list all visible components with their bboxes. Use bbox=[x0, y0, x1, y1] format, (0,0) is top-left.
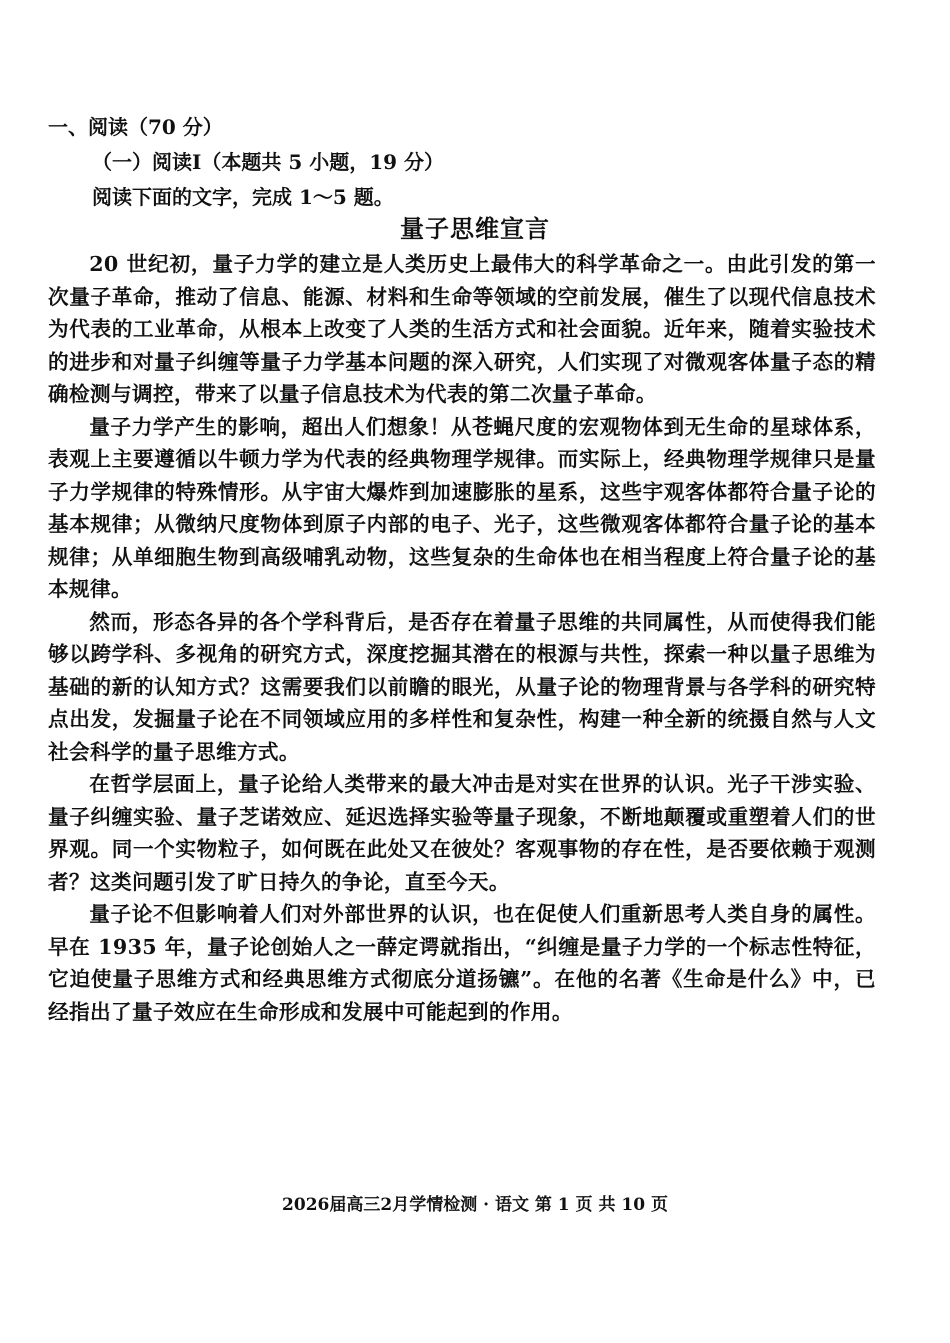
section-title: 一、阅读（70 分） bbox=[48, 115, 223, 139]
article-paragraph-3: 然而，形态各异的各个学科背后，是否存在着量子思维的共同属性，从而使得我们能够以跨学科、多视角的研究方式，深度挖掘其潜在的根源与共性，探索一种以量子思维为基础的新的认知方式？这需要我们以前瞻的眼光，从量子论的物理背景与各学科的研究特点出发，发掘量子论在不同领域应用的多样性和复杂性，构建一种全新的统摄自然与人文社会科学的量子思维方式。 bbox=[48, 609, 876, 764]
article-paragraph-4: 在哲学层面上，量子论给人类带来的最大冲击是对实在世界的认识。光子干涉实验、量子纠缠实验、量子芝诺效应、延迟选择实验等量子现象，不断地颠覆或重塑着人们的世界观。同一个实物粒子，如何既在此处又在彼处？客观事物的存在性，是否要依赖于观测者？这类问题引发了旷日持久的争论，直至今天。 bbox=[48, 772, 876, 894]
article-paragraph-5: 量子论不但影响着人们对外部世界的认识，也在促使人们重新思考人类自身的属性。早在 1935 年，量子论创始人之一薛定谔就指出，“纠缠是量子力学的一个标志性特征，它迫使量子思维方式和经典思维方式彻底分道扬镳”。在他的名著《生命是什么》中，已经指出了量子效应在生命形成和发展中可能起到的作用。 bbox=[48, 902, 876, 1024]
reading-instruction: 阅读下面的文字，完成 1～5 题。 bbox=[92, 185, 394, 209]
subsection-title: （一）阅读Ⅰ（本题共 5 小题，19 分） bbox=[92, 150, 444, 174]
article-body bbox=[48, 248, 876, 1028]
page-footer: 2026届高三2月学情检测 · 语文 第 1 页 共 10 页 bbox=[282, 1195, 668, 1215]
article-paragraph-1: 20 世纪初，量子力学的建立是人类历史上最伟大的科学革命之一。由此引发的第一次量子革命，推动了信息、能源、材料和生命等领域的空前发展，催生了以现代信息技术为代表的工业革命，从根本上改变了人类的生活方式和社会面貌。近年来，随着实验技术的进步和对量子纠缠等量子力学基本问题的深入研究，人们实现了对微观客体量子态的精确检测与调控，带来了以量子信息技术为代表的第二次量子革命。 bbox=[48, 252, 876, 406]
article-title: 量子思维宣言 bbox=[400, 214, 550, 243]
article-paragraph-2: 量子力学产生的影响，超出人们想象！从苍蝇尺度的宏观物体到无生命的星球体系，表观上主要遵循以牛顿力学为代表的经典物理学规律。而实际上，经典物理学规律只是量子力学规律的特殊情形。从宇宙大爆炸到加速膨胀的星系，这些宇观客体都符合量子论的基本规律；从微纳尺度物体到原子内部的电子、光子，这些微观客体都符合量子论的基本规律；从单细胞生物到高级哺乳动物，这些复杂的生命体也在相当程度上符合量子论的基本规律。 bbox=[48, 414, 876, 601]
